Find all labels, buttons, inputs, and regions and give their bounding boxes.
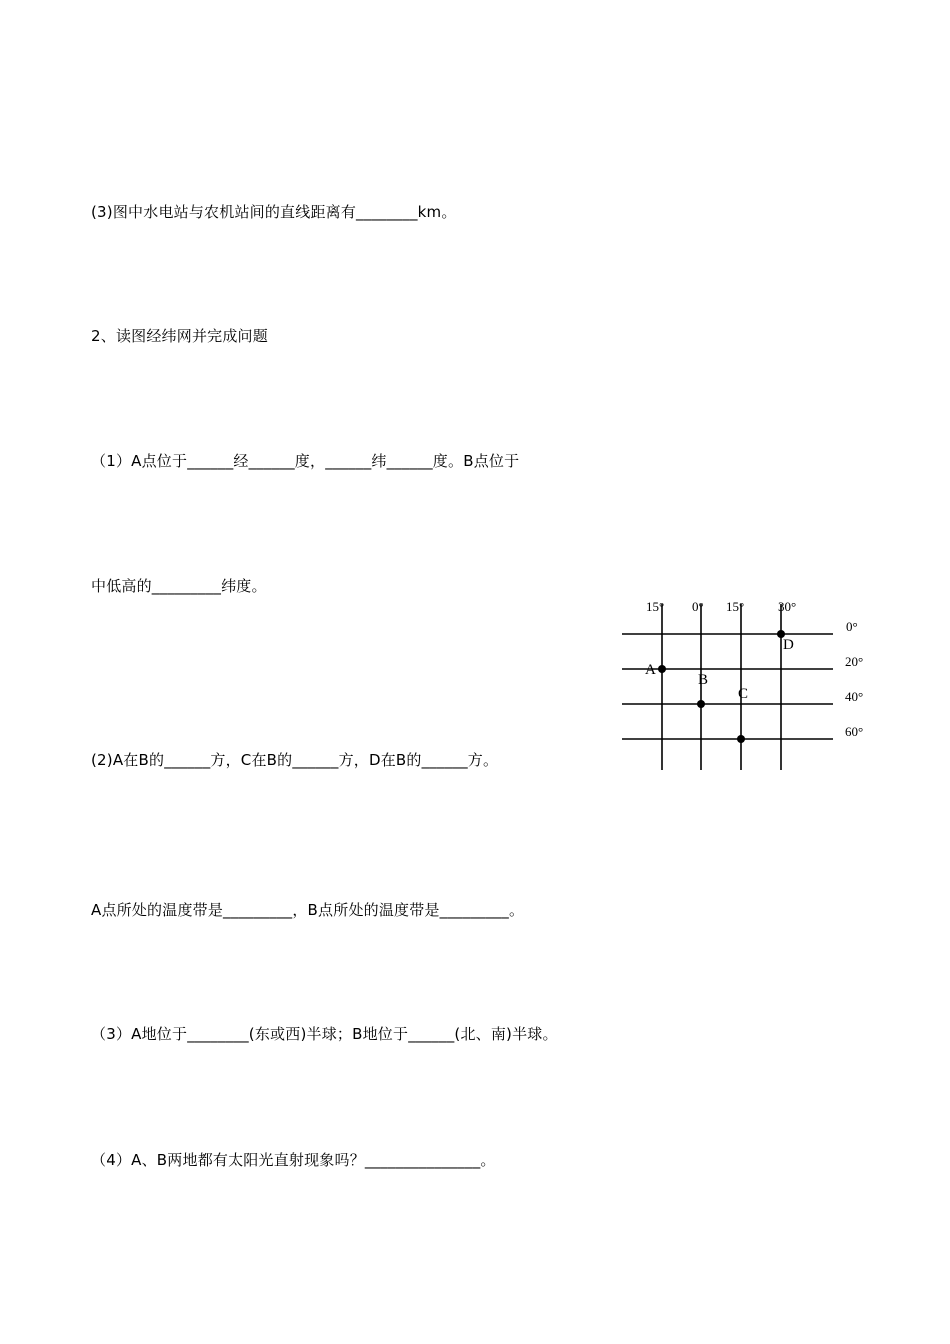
point-a-dot <box>658 665 666 673</box>
point-c-dot <box>737 735 745 743</box>
longitude-label: 15° <box>646 599 665 614</box>
point-a-label: A <box>645 662 656 678</box>
point-c-label: C <box>738 686 749 702</box>
question-2-3: （3）A地位于________(东或西)半球；B地位于______(北、南)半球。 <box>91 1025 558 1043</box>
longitude-label: 15° <box>726 599 745 614</box>
grid-lines <box>622 604 833 770</box>
latitude-label: 20° <box>845 654 864 669</box>
lat-long-grid-figure <box>615 592 885 782</box>
latitude-label: 60° <box>845 724 864 739</box>
point-b-dot <box>697 700 705 708</box>
latitude-label: 40° <box>845 689 864 704</box>
question-2-4: （4）A、B两地都有太阳光直射现象吗？_______________。 <box>91 1151 496 1169</box>
question-2-1-part-a: （1）A点位于______经______度，______纬______度。B点位于 <box>91 452 520 470</box>
longitude-label: 30° <box>778 599 797 614</box>
question-2-2-part-a: (2)A在B的______方，C在B的______方，D在B的______方。 <box>91 751 499 769</box>
point-d-label: D <box>783 637 794 653</box>
question-2-2-part-b: A点所处的温度带是_________，B点所处的温度带是_________。 <box>91 901 525 919</box>
latitude-label: 0° <box>846 619 858 634</box>
question-2-1-part-b: 中低高的_________纬度。 <box>91 577 267 595</box>
longitude-label: 0° <box>692 599 704 614</box>
question-1-3: (3)图中水电站与农机站间的直线距离有________km。 <box>91 203 457 221</box>
point-b-label: B <box>698 672 709 688</box>
question-2-title: 2、读图经纬网并完成问题 <box>91 327 268 345</box>
